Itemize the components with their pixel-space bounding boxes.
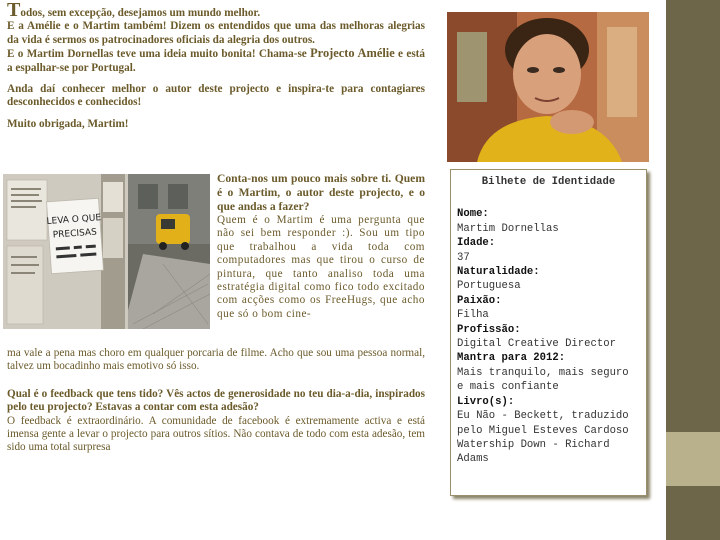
continuation-block [7, 347, 425, 455]
street-photo [3, 174, 210, 329]
id-card-title: Bilhete de Identidade [481, 176, 616, 188]
field-value-age: 37 [457, 251, 470, 264]
field-value-books-2: Watership Down - Richard Adams [457, 438, 610, 466]
dropcap-letter: T [7, 0, 21, 21]
field-value-nationality: Portuguesa [457, 280, 521, 293]
field-label-nationality: Naturalidade: [457, 266, 540, 279]
question-2: Qual é o feedback que tens tido? Vês actos de generosidade no teu dia-a-dia, inspirados pelo teu projecto? Estavas a contar com esta adesão? [7, 387, 425, 414]
field-label-passion: Paixão: [457, 294, 502, 307]
question-1: Conta-nos um pouco mais sobre ti. Quem é o Martim, o autor deste projecto, e o que andas a fazer? [217, 172, 425, 213]
intro-line-2: E a Amélie e o Martim também! Dizem os entendidos que uma das melhoras alegrias da vida é sermos os patrocinadores oficiais da alegria dos outros. [7, 20, 425, 46]
field-value-books-1: Eu Não - Beckett, traduzido pelo Miguel Esteves Cardoso [457, 410, 629, 437]
answer-1-part-1: Quem é o Martim é uma pergunta que não sei bem responder :). Sou um tipo que trabalhou a vida toda com computadores mas que tirou o curso de pintura, que tanto analiso toda uma estratégia digital como fico todo excitado com acções como os FreeHugs, que acho que só o bom cine- [217, 214, 425, 320]
intro-line-5: Muito obrigada, Martim! [7, 117, 129, 130]
intro-line-1: Todos, sem excepção, desejamos um mundo melhor. [7, 0, 261, 21]
field-label-profession: Profissão: [457, 323, 521, 336]
id-card [450, 169, 647, 496]
side-stripe-band [666, 432, 720, 486]
field-label-name: Nome: [457, 208, 489, 221]
id-card-body [451, 207, 646, 466]
field-value-mantra: Mais tranquilo, mais seguro e mais confiante [457, 366, 629, 394]
field-value-name: Martim Dornellas [457, 222, 559, 235]
field-label-books: Livro(s): [457, 395, 515, 408]
street-sign-line-2: PRECISAS [52, 227, 98, 241]
field-label-mantra: Mantra para 2012: [457, 352, 566, 365]
street-sign-line-1: LEVA O QUE [46, 213, 102, 227]
portrait-photo [447, 12, 649, 162]
answer-2: O feedback é extraordinário. A comunidade de facebook é extremamente activa e está imensa gente a levar o projecto para outros sítios. Não contava de todo com esta adesão, tem sido uma total surpresa [7, 414, 425, 454]
field-label-age: Idade: [457, 237, 496, 250]
intro-line-3: E o Martim Dornellas teve uma ideia muito bonita! Chama-se Projecto Amélie e está a espalhar-se por Portugal. [7, 46, 426, 74]
field-value-passion: Filha [457, 309, 489, 322]
interview-column [217, 172, 425, 321]
intro-line-4: Anda daí conhecer melhor o autor deste projecto e inspira-te para contagiares desconhecidos e conhecidos! [7, 83, 425, 109]
intro-block [7, 0, 426, 131]
answer-1-part-2: ma vale a pena mas choro em qualquer porcaria de filme. Acho que sou uma pessoa normal, talvez um bocadinho mais emotivo só isso. [7, 347, 425, 373]
field-value-profession: Digital Creative Director [457, 338, 616, 351]
project-name: Projecto Amélie [310, 46, 395, 61]
